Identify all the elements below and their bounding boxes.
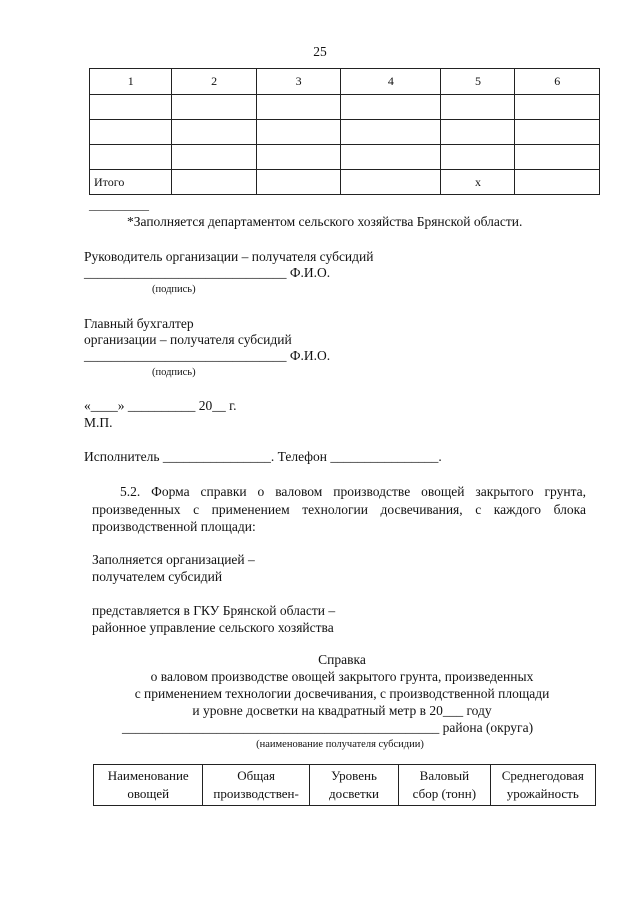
submitted-to-line2: районное управление сельского хозяйства bbox=[92, 620, 334, 635]
certificate-line3: и уровне досветки на квадратный метр в 20___ году bbox=[192, 703, 492, 718]
total-label: Итого bbox=[90, 170, 172, 195]
header-gross-harvest: Валовый сбор (тонн) bbox=[399, 765, 490, 806]
data-table bbox=[89, 68, 600, 195]
table-header-cell: 3 bbox=[256, 69, 340, 95]
header-total-area: Общая производствен- bbox=[203, 765, 309, 806]
signature1-caption: (подпись) bbox=[152, 284, 196, 295]
footnote: *Заполняется департаментом сельского хозяйства Брянской области. bbox=[127, 214, 523, 229]
header-lighting-level: Уровень досветки bbox=[309, 765, 398, 806]
certificate-line2: с применением технологии досвечивания, с производственной площади bbox=[134, 686, 550, 701]
executor-line: Исполнитель ________________. Телефон ________________. bbox=[84, 449, 442, 464]
signature2-caption: (подпись) bbox=[152, 367, 196, 378]
table-row bbox=[90, 95, 600, 120]
header-vegetable-name: Наименование овощей bbox=[94, 765, 203, 806]
table-cell bbox=[172, 170, 256, 195]
header-average-yield: Среднегодовая урожайность bbox=[490, 765, 595, 806]
table-cell bbox=[515, 170, 600, 195]
table-header-cell: 1 bbox=[90, 69, 172, 95]
stamp-label: М.П. bbox=[84, 415, 113, 430]
signature1-line: ______________________________ Ф.И.О. bbox=[84, 265, 331, 280]
signature2-line: ______________________________ Ф.И.О. bbox=[84, 348, 331, 363]
table-header-cell: 6 bbox=[515, 69, 600, 95]
district-line: _______________________________________________ района (округа) bbox=[122, 720, 534, 735]
filled-by-line1: Заполняется организацией – bbox=[92, 552, 255, 567]
table-cell bbox=[256, 170, 340, 195]
recipient-caption: (наименование получателя субсидии) bbox=[256, 739, 424, 750]
table-total-row bbox=[90, 170, 600, 195]
table-row bbox=[90, 120, 600, 145]
certificate-title: Справка bbox=[318, 652, 366, 667]
certificate-table bbox=[93, 764, 596, 806]
signature2-subtitle: организации – получателя субсидий bbox=[84, 332, 292, 347]
section-text: 5.2. Форма справки о валовом производстве овощей закрытого грунта, произведенных с применением технологии досвечивания, с каждого блока производственной площади: bbox=[92, 484, 586, 535]
table-header-cell: 2 bbox=[172, 69, 256, 95]
table-header-row bbox=[94, 765, 596, 806]
table-cell bbox=[341, 170, 441, 195]
signature1-title: Руководитель организации – получателя субсидий bbox=[84, 249, 374, 264]
table-header-row bbox=[90, 69, 600, 95]
table-header-cell: 5 bbox=[441, 69, 515, 95]
filled-by-line2: получателем субсидий bbox=[92, 569, 223, 584]
date-line: «____» __________ 20__ г. bbox=[84, 398, 237, 413]
submitted-to-line1: представляется в ГКУ Брянской области – bbox=[92, 603, 336, 618]
certificate-line1: о валовом производстве овощей закрытого грунта, произведенных bbox=[150, 669, 534, 684]
signature2-title: Главный бухгалтер bbox=[84, 316, 194, 331]
footnote-line: __________ bbox=[89, 198, 149, 212]
table-header-cell: 4 bbox=[341, 69, 441, 95]
total-x-cell: x bbox=[441, 170, 515, 195]
page-number: 25 bbox=[313, 44, 327, 59]
table-row bbox=[90, 145, 600, 170]
